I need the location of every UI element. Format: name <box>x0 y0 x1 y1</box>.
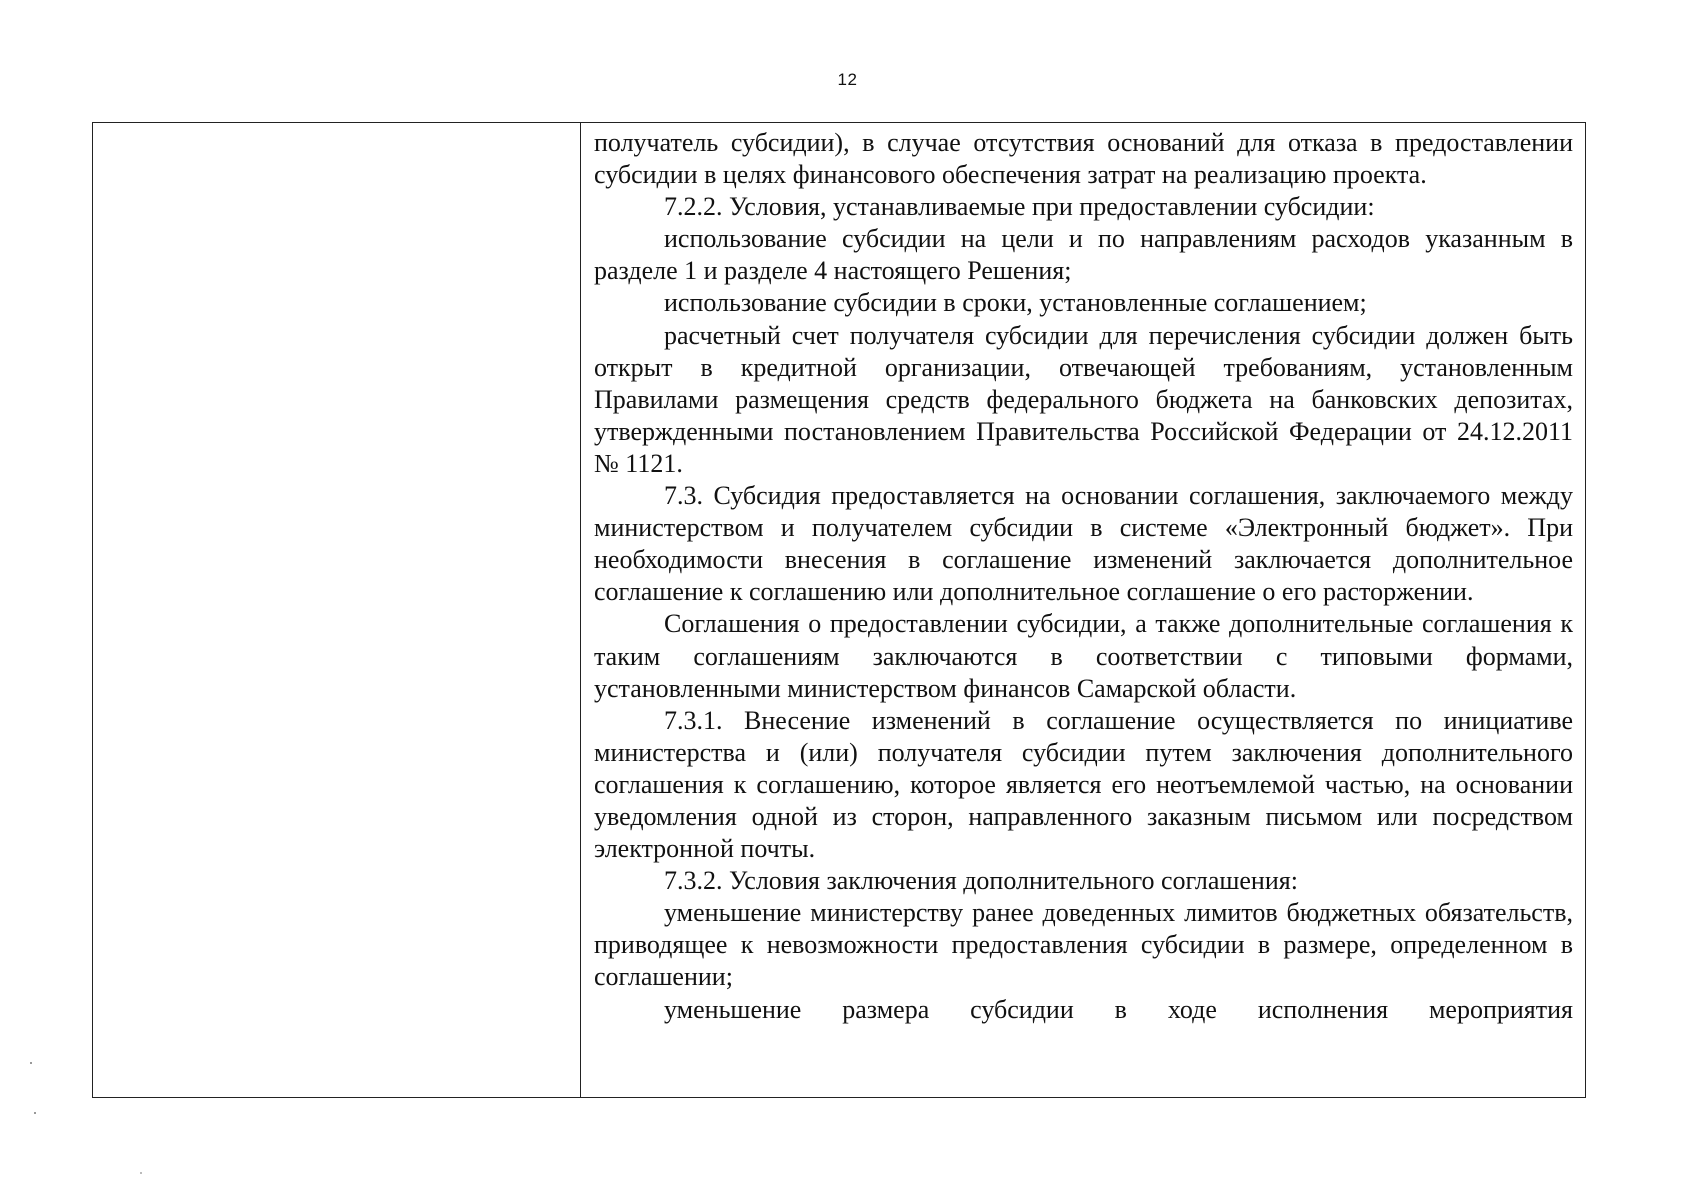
paragraph: 7.3. Субсидия предоставляется на основании соглашения, заключаемого между министерством и получателем субсидии в системе «Электронный бюджет». При необходимости внесения в соглашение изменений заключается дополнительное соглашение к соглашению или дополнительное соглашение о его расторжении. <box>594 481 1573 607</box>
table-right-cell <box>581 123 1585 1097</box>
paragraph: расчетный счет получателя субсидии для перечисления субсидии должен быть открыт в кредитной организации, отвечающей требованиям, установленным Правилами размещения средств федерального бюджета на банковских депозитах, утвержденными постановлением Правительства Российской Федерации от 24.12.2011 № 1121. <box>594 320 1573 478</box>
paragraph: 7.2.2. Условия, устанавливаемые при предоставлении субсидии: <box>664 192 1375 222</box>
paragraph: Соглашения о предоставлении субсидии, а также дополнительные соглашения к таким соглашениям заключаются в соответствии с типовыми формами, установленными министерством финансов Самарской области. <box>594 609 1573 703</box>
document-table <box>92 122 1586 1098</box>
paragraph: 7.3.2. Условия заключения дополнительного соглашения: <box>664 866 1298 896</box>
page-number: 12 <box>837 70 858 89</box>
paragraph-continued: уменьшение размера субсидии в ходе исполнения мероприятия <box>664 994 1573 1024</box>
paragraph: получатель субсидии), в случае отсутствия оснований для отказа в предоставлении субсидии в целях финансового обеспечения затрат на реализацию проекта. <box>594 128 1573 190</box>
paragraph: использование субсидии на цели и по направлениям расходов указанным в разделе 1 и разделе 4 настоящего Решения; <box>594 224 1573 286</box>
scan-artifact-marks <box>30 1062 36 1182</box>
paragraph: уменьшение министерству ранее доведенных лимитов бюджетных обязательств, приводящее к невозможности предоставления субсидии в размере, определенном в соглашении; <box>594 898 1573 992</box>
paragraph: использование субсидии в сроки, установленные соглашением; <box>664 288 1367 318</box>
paragraph: 7.3.1. Внесение изменений в соглашение осуществляется по инициативе министерства и (или) получателя субсидии путем заключения дополнительного соглашения к соглашению, которое является его неотъемлемой частью, на основании уведомления одной из сторон, направленного заказным письмом или посредством электронной почты. <box>594 705 1573 864</box>
table-left-cell <box>93 123 581 1097</box>
